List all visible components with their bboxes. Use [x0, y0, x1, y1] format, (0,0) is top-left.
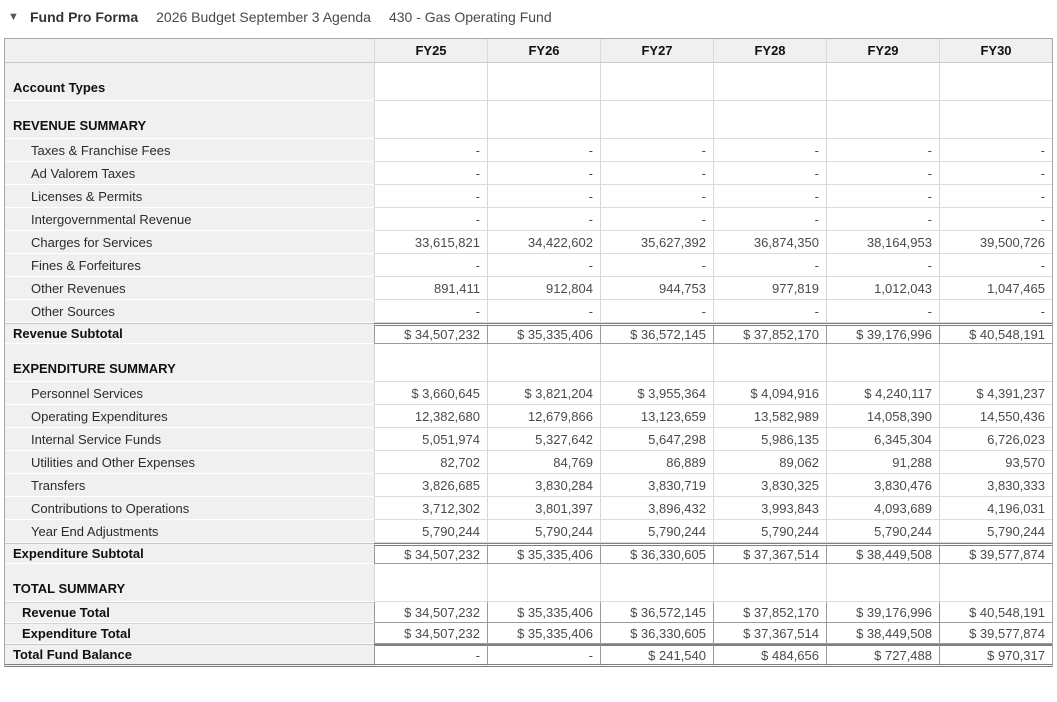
table-header-row — [5, 39, 1052, 63]
fy-value-cell: $ 36,572,145 — [600, 323, 713, 344]
fy-value-cell: - — [826, 139, 939, 162]
fy-value-cell: $ 36,330,605 — [600, 623, 713, 644]
row-label: TOTAL SUMMARY — [5, 564, 374, 602]
fy-value-cell — [487, 63, 600, 101]
fy-value-cell — [826, 101, 939, 139]
fy-value-cell — [939, 101, 1052, 139]
fy-value-cell: - — [713, 162, 826, 185]
fy-value-cell: $ 4,240,117 — [826, 382, 939, 405]
fy-value-cell: - — [487, 254, 600, 277]
fy-value-cell: - — [600, 208, 713, 231]
fy-value-cell: $ 37,367,514 — [713, 543, 826, 564]
column-header: FY28 — [713, 39, 826, 63]
fy-value-cell: 6,345,304 — [826, 428, 939, 451]
fy-value-cell: - — [487, 139, 600, 162]
fy-value-cell: $ 3,821,204 — [487, 382, 600, 405]
row-label: Transfers — [5, 474, 374, 497]
fy-value-cell: 5,051,974 — [374, 428, 487, 451]
fy-value-cell: 3,826,685 — [374, 474, 487, 497]
row-label: Intergovernmental Revenue — [5, 208, 374, 231]
fy-value-cell: - — [713, 185, 826, 208]
row-label-column-header — [5, 39, 374, 63]
fy-value-cell: - — [939, 162, 1052, 185]
fy-value-cell: 3,993,843 — [713, 497, 826, 520]
fy-value-cell: - — [374, 208, 487, 231]
fy-value-cell: 14,058,390 — [826, 405, 939, 428]
budget-name: 2026 Budget September 3 Agenda — [156, 9, 371, 25]
fy-value-cell: $ 241,540 — [600, 644, 713, 667]
page-title: Fund Pro Forma — [30, 9, 139, 25]
fy-value-cell: $ 35,335,406 — [487, 602, 600, 623]
table-row — [5, 162, 1052, 185]
table-row — [5, 474, 1052, 497]
fy-value-cell — [374, 344, 487, 382]
table-row — [5, 63, 1052, 101]
fy-value-cell — [713, 101, 826, 139]
table-row — [5, 428, 1052, 451]
table-row — [5, 623, 1052, 644]
fy-value-cell — [713, 344, 826, 382]
fy-value-cell: $ 3,955,364 — [600, 382, 713, 405]
fy-value-cell: $ 40,548,191 — [939, 602, 1052, 623]
fy-value-cell: 5,647,298 — [600, 428, 713, 451]
table-row — [5, 101, 1052, 139]
fy-value-cell — [600, 564, 713, 602]
fy-value-cell: - — [374, 300, 487, 323]
fy-value-cell: - — [600, 254, 713, 277]
fy-value-cell — [939, 63, 1052, 101]
fy-value-cell: 5,790,244 — [374, 520, 487, 543]
fy-value-cell: - — [374, 162, 487, 185]
fy-value-cell: $ 39,176,996 — [826, 602, 939, 623]
fy-value-cell: - — [600, 300, 713, 323]
fy-value-cell: $ 3,660,645 — [374, 382, 487, 405]
fy-value-cell: 89,062 — [713, 451, 826, 474]
table-row — [5, 323, 1052, 344]
fy-value-cell: 5,790,244 — [713, 520, 826, 543]
fy-value-cell: - — [939, 208, 1052, 231]
row-label: Revenue Subtotal — [5, 323, 374, 344]
fy-value-cell: 93,570 — [939, 451, 1052, 474]
table-row — [5, 208, 1052, 231]
fy-value-cell: 33,615,821 — [374, 231, 487, 254]
fy-value-cell: 3,830,719 — [600, 474, 713, 497]
fy-value-cell: 5,790,244 — [826, 520, 939, 543]
fy-value-cell: 5,790,244 — [939, 520, 1052, 543]
fy-value-cell — [600, 344, 713, 382]
collapse-caret-icon[interactable]: ▼ — [8, 11, 19, 23]
fy-value-cell: - — [487, 162, 600, 185]
fy-value-cell: 34,422,602 — [487, 231, 600, 254]
fy-value-cell: $ 39,577,874 — [939, 543, 1052, 564]
fy-value-cell: - — [374, 139, 487, 162]
fy-value-cell: 3,801,397 — [487, 497, 600, 520]
fy-value-cell: - — [600, 185, 713, 208]
fy-value-cell: - — [826, 300, 939, 323]
fy-value-cell: $ 484,656 — [713, 644, 826, 667]
fy-value-cell: - — [939, 300, 1052, 323]
fy-value-cell: $ 37,852,170 — [713, 323, 826, 344]
fy-value-cell: $ 4,094,916 — [713, 382, 826, 405]
column-header: FY27 — [600, 39, 713, 63]
table-row — [5, 644, 1052, 667]
fy-value-cell: - — [374, 254, 487, 277]
table-row — [5, 451, 1052, 474]
row-label: Utilities and Other Expenses — [5, 451, 374, 474]
fy-value-cell: 912,804 — [487, 277, 600, 300]
fy-value-cell: $ 37,852,170 — [713, 602, 826, 623]
fy-value-cell: 5,790,244 — [600, 520, 713, 543]
row-label: Other Revenues — [5, 277, 374, 300]
row-label: Taxes & Franchise Fees — [5, 139, 374, 162]
fund-pro-forma-header — [8, 9, 1053, 25]
table-row — [5, 564, 1052, 602]
fy-value-cell — [487, 101, 600, 139]
fy-value-cell: - — [374, 644, 487, 667]
fy-value-cell: 1,047,465 — [939, 277, 1052, 300]
fy-value-cell — [374, 101, 487, 139]
column-header: FY26 — [487, 39, 600, 63]
fy-value-cell: 35,627,392 — [600, 231, 713, 254]
fy-value-cell — [713, 564, 826, 602]
row-label: Year End Adjustments — [5, 520, 374, 543]
table-row — [5, 602, 1052, 623]
fy-value-cell: $ 35,335,406 — [487, 323, 600, 344]
row-label: Charges for Services — [5, 231, 374, 254]
fy-value-cell: $ 36,572,145 — [600, 602, 713, 623]
fy-value-cell: $ 38,449,508 — [826, 543, 939, 564]
row-label: EXPENDITURE SUMMARY — [5, 344, 374, 382]
fy-value-cell: - — [826, 254, 939, 277]
fy-value-cell: - — [487, 208, 600, 231]
fy-value-cell: 3,830,284 — [487, 474, 600, 497]
fy-value-cell — [939, 344, 1052, 382]
fy-value-cell: $ 40,548,191 — [939, 323, 1052, 344]
fy-value-cell: 82,702 — [374, 451, 487, 474]
row-label: Account Types — [5, 63, 374, 101]
table-row — [5, 139, 1052, 162]
row-label: Internal Service Funds — [5, 428, 374, 451]
fy-value-cell: - — [487, 300, 600, 323]
fy-value-cell: - — [713, 300, 826, 323]
row-label: Personnel Services — [5, 382, 374, 405]
fy-value-cell — [939, 564, 1052, 602]
fy-value-cell: - — [487, 185, 600, 208]
fy-value-cell: - — [713, 254, 826, 277]
fy-value-cell: 3,830,476 — [826, 474, 939, 497]
table-row — [5, 543, 1052, 564]
fy-value-cell: 14,550,436 — [939, 405, 1052, 428]
fy-value-cell: 977,819 — [713, 277, 826, 300]
fy-value-cell: 5,986,135 — [713, 428, 826, 451]
fy-value-cell: - — [600, 162, 713, 185]
fy-value-cell: $ 35,335,406 — [487, 623, 600, 644]
fy-value-cell — [374, 63, 487, 101]
fy-value-cell: - — [826, 185, 939, 208]
fy-value-cell: 13,123,659 — [600, 405, 713, 428]
fy-value-cell: - — [713, 208, 826, 231]
table-row — [5, 185, 1052, 208]
table-row — [5, 497, 1052, 520]
fy-value-cell: 39,500,726 — [939, 231, 1052, 254]
row-label: Contributions to Operations — [5, 497, 374, 520]
fy-value-cell: - — [713, 139, 826, 162]
fy-value-cell: 38,164,953 — [826, 231, 939, 254]
fy-value-cell: 5,790,244 — [487, 520, 600, 543]
fy-value-cell — [826, 63, 939, 101]
fy-value-cell: 91,288 — [826, 451, 939, 474]
table-row — [5, 277, 1052, 300]
fy-value-cell: 3,896,432 — [600, 497, 713, 520]
fy-value-cell: 4,196,031 — [939, 497, 1052, 520]
table-row — [5, 382, 1052, 405]
table-row — [5, 520, 1052, 543]
pro-forma-table — [4, 38, 1053, 667]
row-label: Expenditure Total — [5, 623, 374, 644]
fy-value-cell: 1,012,043 — [826, 277, 939, 300]
fy-value-cell: 3,712,302 — [374, 497, 487, 520]
row-label: Revenue Total — [5, 602, 374, 623]
fy-value-cell: $ 727,488 — [826, 644, 939, 667]
row-label: Operating Expenditures — [5, 405, 374, 428]
fy-value-cell: $ 35,335,406 — [487, 543, 600, 564]
fy-value-cell: - — [826, 162, 939, 185]
fy-value-cell — [826, 344, 939, 382]
fy-value-cell: $ 39,176,996 — [826, 323, 939, 344]
fy-value-cell: 12,679,866 — [487, 405, 600, 428]
fy-value-cell: $ 34,507,232 — [374, 323, 487, 344]
fy-value-cell — [374, 564, 487, 602]
fy-value-cell: 5,327,642 — [487, 428, 600, 451]
row-label: Ad Valorem Taxes — [5, 162, 374, 185]
fy-value-cell: $ 34,507,232 — [374, 623, 487, 644]
fy-value-cell: 86,889 — [600, 451, 713, 474]
fy-value-cell: 36,874,350 — [713, 231, 826, 254]
fy-value-cell: 4,093,689 — [826, 497, 939, 520]
table-row — [5, 344, 1052, 382]
fy-value-cell — [487, 564, 600, 602]
row-label: Licenses & Permits — [5, 185, 374, 208]
fy-value-cell: - — [600, 139, 713, 162]
table-row — [5, 231, 1052, 254]
fy-value-cell — [713, 63, 826, 101]
fy-value-cell: 13,582,989 — [713, 405, 826, 428]
fy-value-cell: 3,830,325 — [713, 474, 826, 497]
fy-value-cell: $ 38,449,508 — [826, 623, 939, 644]
row-label: Fines & Forfeitures — [5, 254, 374, 277]
fy-value-cell: $ 970,317 — [939, 644, 1052, 667]
fy-value-cell: $ 4,391,237 — [939, 382, 1052, 405]
fy-value-cell: 12,382,680 — [374, 405, 487, 428]
table-row — [5, 300, 1052, 323]
table-row — [5, 254, 1052, 277]
fy-value-cell: - — [374, 185, 487, 208]
row-label: Other Sources — [5, 300, 374, 323]
fy-value-cell: 944,753 — [600, 277, 713, 300]
fy-value-cell: $ 34,507,232 — [374, 602, 487, 623]
column-header: FY29 — [826, 39, 939, 63]
fy-value-cell: - — [826, 208, 939, 231]
fy-value-cell — [826, 564, 939, 602]
fy-value-cell: 891,411 — [374, 277, 487, 300]
fy-value-cell: $ 39,577,874 — [939, 623, 1052, 644]
row-label: REVENUE SUMMARY — [5, 101, 374, 139]
fy-value-cell: $ 34,507,232 — [374, 543, 487, 564]
row-label: Total Fund Balance — [5, 644, 374, 667]
fy-value-cell: - — [487, 644, 600, 667]
fy-value-cell — [600, 63, 713, 101]
fy-value-cell: - — [939, 254, 1052, 277]
row-label: Expenditure Subtotal — [5, 543, 374, 564]
fy-value-cell: - — [939, 185, 1052, 208]
fy-value-cell — [487, 344, 600, 382]
fy-value-cell: $ 36,330,605 — [600, 543, 713, 564]
column-header: FY25 — [374, 39, 487, 63]
fy-value-cell: - — [939, 139, 1052, 162]
column-header: FY30 — [939, 39, 1052, 63]
fy-value-cell — [600, 101, 713, 139]
fy-value-cell: $ 37,367,514 — [713, 623, 826, 644]
fy-value-cell: 3,830,333 — [939, 474, 1052, 497]
fy-value-cell: 6,726,023 — [939, 428, 1052, 451]
table-row — [5, 405, 1052, 428]
fund-name: 430 - Gas Operating Fund — [388, 9, 552, 25]
fy-value-cell: 84,769 — [487, 451, 600, 474]
